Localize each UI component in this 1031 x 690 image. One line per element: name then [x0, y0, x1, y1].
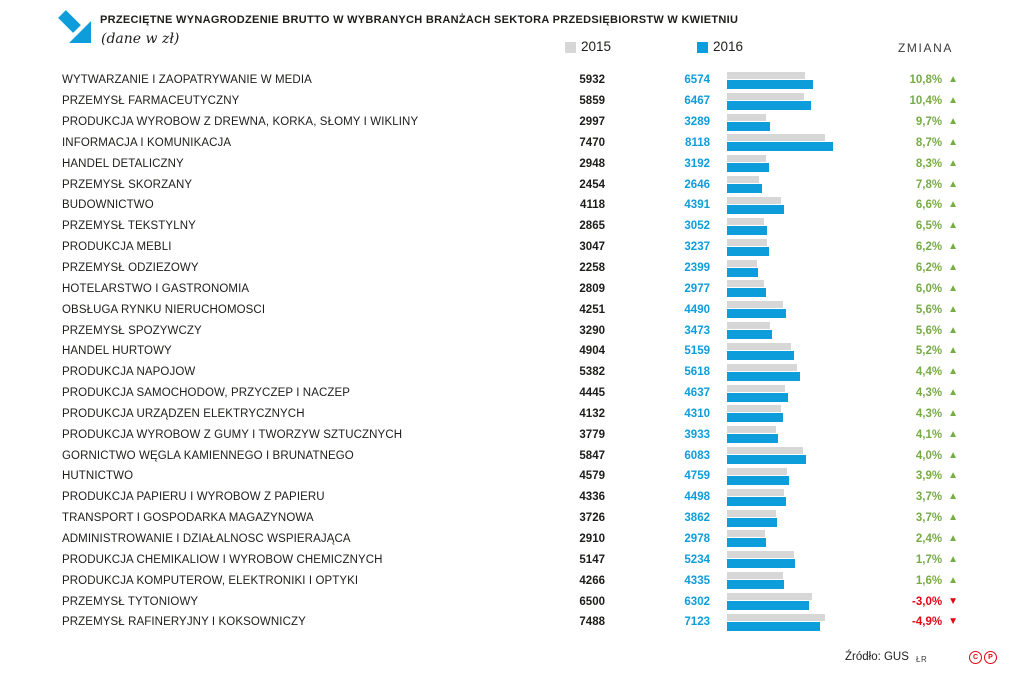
bar-group	[710, 322, 860, 339]
table-row	[0, 91, 1031, 112]
bar-group	[710, 301, 860, 318]
row-label: INFORMACJA I KOMUNIKACJA	[62, 136, 232, 149]
change-cell	[860, 554, 958, 566]
bar-2016	[727, 163, 769, 172]
bar-2016	[727, 601, 809, 610]
table-row	[0, 549, 1031, 570]
legend-label-2015: 2015	[581, 39, 612, 54]
change-arrow-icon: ▲	[948, 157, 958, 169]
bar-2016	[727, 497, 786, 506]
table-row	[0, 383, 1031, 404]
change-cell	[860, 366, 958, 378]
change-value: 6,2%	[915, 241, 943, 254]
bar-group	[710, 551, 860, 568]
bar-2015	[727, 343, 791, 350]
change-value: 1,7%	[915, 553, 943, 566]
value-2015: 2997	[579, 116, 605, 129]
table-row	[0, 612, 1031, 633]
value-2015: 3726	[579, 512, 605, 525]
value-2015: 7488	[579, 616, 605, 629]
table-row	[0, 133, 1031, 154]
value-2016: 4310	[684, 407, 710, 420]
change-arrow-icon: ▲	[948, 178, 958, 190]
change-cell	[860, 575, 958, 587]
bar-2015	[727, 322, 770, 329]
change-cell	[860, 283, 958, 295]
change-cell	[860, 116, 958, 128]
bar-2015	[727, 551, 794, 558]
bar-group	[710, 239, 860, 256]
change-value: 5,2%	[915, 345, 943, 358]
bar-2016	[727, 476, 789, 485]
value-2016: 6083	[684, 449, 710, 462]
change-value: 4,1%	[915, 428, 943, 441]
value-2016: 3862	[684, 512, 710, 525]
bar-group	[710, 114, 860, 131]
table-row	[0, 216, 1031, 237]
change-arrow-icon: ▲	[948, 95, 958, 107]
change-value: 8,7%	[915, 136, 943, 149]
bar-group	[710, 385, 860, 402]
bar-2016	[727, 226, 767, 235]
value-2015: 4904	[579, 345, 605, 358]
row-label: WYTWARZANIE I ZAOPATRYWANIE W MEDIA	[62, 74, 312, 87]
value-2016: 6574	[684, 74, 710, 87]
bar-group	[710, 218, 860, 235]
circled-p-icon: P	[984, 651, 997, 664]
change-cell	[860, 199, 958, 211]
row-label: PRZEMYSŁ SPOŻYWCZY	[62, 324, 202, 337]
bar-2015	[727, 93, 804, 100]
change-arrow-icon: ▲	[948, 199, 958, 211]
value-2015: 4266	[579, 574, 605, 587]
bar-2016	[727, 518, 777, 527]
table-row	[0, 278, 1031, 299]
value-2016: 7123	[684, 616, 710, 629]
table-row	[0, 112, 1031, 133]
change-value: 4,3%	[915, 407, 943, 420]
change-cell	[860, 470, 958, 482]
row-label: BUDOWNICTWO	[62, 199, 154, 212]
bar-group	[710, 593, 860, 610]
value-2016: 3192	[684, 157, 710, 170]
change-cell	[860, 345, 958, 357]
value-2016: 3237	[684, 241, 710, 254]
change-arrow-icon: ▲	[948, 303, 958, 315]
change-value: 6,6%	[915, 199, 943, 212]
author-initials: ŁR	[916, 655, 928, 664]
bar-2016	[727, 538, 766, 547]
value-2016: 5618	[684, 366, 710, 379]
value-2015: 3779	[579, 428, 605, 441]
table-row	[0, 591, 1031, 612]
change-cell	[860, 450, 958, 462]
bar-2016	[727, 268, 758, 277]
change-cell	[860, 325, 958, 337]
table-row	[0, 258, 1031, 279]
bar-2015	[727, 114, 766, 121]
bar-group	[710, 510, 860, 527]
change-value: 6,5%	[915, 220, 943, 233]
row-label: PRZEMYSŁ TYTONIOWY	[62, 595, 199, 608]
chart-title: PRZECIĘTNE WYNAGRODZENIE BRUTTO W WYBRANYCH BRANŻACH SEKTORA PRZEDSIĘBIORSTW W KWIETNIU	[100, 14, 739, 26]
bar-2015	[727, 364, 797, 371]
value-2016: 3052	[684, 220, 710, 233]
bar-2015	[727, 301, 783, 308]
change-arrow-icon: ▲	[948, 532, 958, 544]
value-2016: 5159	[684, 345, 710, 358]
value-2016: 3473	[684, 324, 710, 337]
change-cell	[860, 429, 958, 441]
change-arrow-icon: ▲	[948, 345, 958, 357]
bar-group	[710, 405, 860, 422]
table-row	[0, 424, 1031, 445]
change-cell	[860, 158, 958, 170]
bar-group	[710, 260, 860, 277]
bar-group	[710, 530, 860, 547]
change-value: -3,0%	[912, 595, 943, 608]
bar-2015	[727, 426, 776, 433]
legend-swatch-2016	[697, 42, 708, 53]
change-arrow-icon: ▲	[948, 491, 958, 503]
value-2015: 4336	[579, 491, 605, 504]
change-value: 4,4%	[915, 366, 943, 379]
row-label: PRZEMYSŁ RAFINERYJNY I KOKSOWNICZY	[62, 616, 306, 629]
bar-group	[710, 447, 860, 464]
change-value: 5,6%	[915, 324, 943, 337]
value-2016: 4490	[684, 303, 710, 316]
value-2016: 3933	[684, 428, 710, 441]
row-label: OBSŁUGA RYNKU NIERUCHOMOŚCI	[62, 303, 266, 316]
row-label: HANDEL HURTOWY	[62, 345, 172, 358]
change-value: 6,0%	[915, 282, 943, 295]
change-column-header: ZMIANA	[898, 41, 953, 55]
change-value: 8,3%	[915, 157, 943, 170]
table-row	[0, 70, 1031, 91]
row-label: PRZEMYSŁ FARMACEUTYCZNY	[62, 95, 240, 108]
change-arrow-icon: ▲	[948, 116, 958, 128]
change-cell	[860, 74, 958, 86]
change-value: 6,2%	[915, 262, 943, 275]
bar-2016	[727, 142, 833, 151]
bar-2016	[727, 622, 820, 631]
value-2015: 7470	[579, 136, 605, 149]
value-2016: 5234	[684, 553, 710, 566]
change-arrow-icon: ▲	[948, 74, 958, 86]
bar-group	[710, 426, 860, 443]
bar-2015	[727, 572, 783, 579]
value-2015: 4251	[579, 303, 605, 316]
change-cell	[860, 387, 958, 399]
change-value: 10,8%	[909, 74, 943, 87]
value-2015: 2865	[579, 220, 605, 233]
change-arrow-icon: ▲	[948, 282, 958, 294]
bar-group	[710, 614, 860, 631]
change-value: 9,7%	[915, 116, 943, 129]
change-arrow-icon: ▲	[948, 136, 958, 148]
value-2015: 4445	[579, 387, 605, 400]
change-arrow-icon: ▲	[948, 512, 958, 524]
change-arrow-icon: ▲	[948, 428, 958, 440]
bar-2016	[727, 247, 769, 256]
bar-2016	[727, 372, 800, 381]
change-cell	[860, 262, 958, 274]
table-row	[0, 404, 1031, 425]
value-2015: 3290	[579, 324, 605, 337]
bar-group	[710, 364, 860, 381]
change-cell	[860, 512, 958, 524]
value-2016: 2646	[684, 178, 710, 191]
bar-group	[710, 197, 860, 214]
value-2015: 2809	[579, 282, 605, 295]
change-value: 3,9%	[915, 470, 943, 483]
change-value: 3,7%	[915, 512, 943, 525]
value-2016: 4637	[684, 387, 710, 400]
table-row	[0, 570, 1031, 591]
change-arrow-icon: ▲	[948, 366, 958, 378]
value-2015: 4132	[579, 407, 605, 420]
change-value: 10,4%	[909, 95, 943, 108]
value-2015: 4118	[580, 199, 605, 212]
bar-2015	[727, 260, 757, 267]
bar-2016	[727, 122, 770, 131]
value-2015: 4579	[579, 470, 605, 483]
rows	[0, 70, 1031, 633]
row-label: PRODUKCJA SAMOCHODÓW, PRZYCZEP I NACZEP	[62, 387, 351, 400]
change-arrow-icon: ▼	[948, 595, 958, 607]
value-2016: 4759	[684, 470, 710, 483]
change-value: 1,6%	[915, 574, 943, 587]
change-cell	[860, 596, 958, 608]
value-2016: 2977	[684, 282, 710, 295]
value-2015: 5847	[579, 449, 605, 462]
change-arrow-icon: ▼	[948, 616, 958, 628]
change-arrow-icon: ▲	[948, 449, 958, 461]
bar-2015	[727, 489, 784, 496]
change-arrow-icon: ▲	[948, 324, 958, 336]
bar-2016	[727, 580, 784, 589]
value-2015: 5932	[579, 74, 605, 87]
table-row	[0, 508, 1031, 529]
bar-group	[710, 155, 860, 172]
bar-2015	[727, 280, 764, 287]
value-2015: 5382	[579, 366, 605, 379]
bar-2016	[727, 288, 766, 297]
change-arrow-icon: ▲	[948, 220, 958, 232]
bar-2016	[727, 351, 794, 360]
bar-group	[710, 468, 860, 485]
change-cell	[860, 241, 958, 253]
bar-group	[710, 176, 860, 193]
table-row	[0, 174, 1031, 195]
value-2015: 3047	[579, 241, 605, 254]
table-row	[0, 529, 1031, 550]
bar-2016	[727, 455, 806, 464]
value-2016: 4335	[684, 574, 710, 587]
value-2015: 2910	[579, 532, 605, 545]
bar-2015	[727, 405, 781, 412]
table-row	[0, 320, 1031, 341]
table-row	[0, 341, 1031, 362]
change-arrow-icon: ▲	[948, 553, 958, 565]
value-2016: 4498	[684, 491, 710, 504]
value-2015: 6500	[579, 595, 605, 608]
change-arrow-icon: ▲	[948, 241, 958, 253]
bar-2016	[727, 559, 795, 568]
bar-2015	[727, 385, 785, 392]
table-row	[0, 466, 1031, 487]
chart-subtitle: (dane w zł)	[101, 31, 180, 47]
legend-swatch-2015	[565, 42, 576, 53]
change-cell	[860, 179, 958, 191]
bar-group	[710, 134, 860, 151]
change-value: 4,3%	[915, 387, 943, 400]
bar-group	[710, 343, 860, 360]
bar-group	[710, 72, 860, 89]
table-row	[0, 445, 1031, 466]
value-2015: 5147	[579, 553, 605, 566]
change-cell	[860, 220, 958, 232]
change-cell	[860, 491, 958, 503]
value-2016: 4391	[684, 199, 710, 212]
table-row	[0, 237, 1031, 258]
table-row	[0, 487, 1031, 508]
row-label: PRODUKCJA CHEMIKALIÓW I WYROBÓW CHEMICZNYCH	[62, 553, 383, 566]
bar-2015	[727, 239, 767, 246]
value-2015: 5859	[579, 95, 605, 108]
value-2015: 2258	[579, 262, 605, 275]
change-value: 5,6%	[915, 303, 943, 316]
row-label: PRODUKCJA MEBLI	[62, 241, 172, 254]
change-cell	[860, 137, 958, 149]
bar-2015	[727, 218, 764, 225]
bar-2015	[727, 197, 781, 204]
bar-2016	[727, 205, 784, 214]
change-cell	[860, 408, 958, 420]
bar-2016	[727, 434, 778, 443]
bar-2015	[727, 593, 812, 600]
row-label: HUTNICTWO	[62, 470, 134, 483]
bar-2015	[727, 134, 825, 141]
row-label: PRZEMYSŁ ODZIEŻOWY	[62, 262, 199, 275]
change-value: 3,7%	[915, 491, 943, 504]
row-label: ADMINISTROWANIE I DZIAŁALNOŚĆ WSPIERAJĄCA	[62, 532, 351, 545]
change-arrow-icon: ▲	[948, 387, 958, 399]
row-label: PRODUKCJA NAPOJÓW	[62, 366, 196, 379]
table-row	[0, 362, 1031, 383]
value-2015: 2948	[579, 157, 605, 170]
bar-2015	[727, 468, 787, 475]
bar-2016	[727, 101, 811, 110]
change-arrow-icon: ▲	[948, 574, 958, 586]
value-2016: 2978	[684, 532, 710, 545]
bar-2016	[727, 309, 786, 318]
change-value: 2,4%	[915, 532, 943, 545]
bar-2015	[727, 72, 805, 79]
bar-group	[710, 280, 860, 297]
value-2015: 2454	[579, 178, 605, 191]
bar-2015	[727, 530, 765, 537]
bar-group	[710, 489, 860, 506]
row-label: PRODUKCJA KOMPUTERÓW, ELEKTRONIKI I OPTYKI	[62, 574, 359, 587]
value-2016: 6467	[684, 95, 710, 108]
value-2016: 8118	[685, 136, 710, 149]
table-row	[0, 299, 1031, 320]
bar-2015	[727, 176, 759, 183]
source-label: Źródło: GUS	[845, 651, 909, 663]
row-label: PRODUKCJA PAPIERU I WYROBÓW Z PAPIERU	[62, 491, 325, 504]
row-label: PRODUKCJA URZĄDZEŃ ELEKTRYCZNYCH	[62, 407, 305, 420]
change-value: 4,0%	[915, 449, 943, 462]
row-label: HANDEL DETALICZNY	[62, 157, 184, 170]
bar-group	[710, 93, 860, 110]
bar-2016	[727, 413, 783, 422]
change-cell	[860, 533, 958, 545]
change-value: -4,9%	[912, 616, 943, 629]
change-arrow-icon: ▲	[948, 470, 958, 482]
table-row	[0, 195, 1031, 216]
bar-2015	[727, 510, 776, 517]
copyright-marks	[969, 651, 997, 664]
bar-2016	[727, 393, 788, 402]
row-label: PRZEMYSŁ SKÓRZANY	[62, 178, 193, 191]
change-value: 7,8%	[915, 178, 943, 191]
row-label: PRODUKCJA WYROBÓW Z GUMY I TWORZYW SZTUCZNYCH	[62, 428, 403, 441]
down-right-arrow-icon	[56, 8, 94, 46]
circled-c-icon: C	[969, 651, 982, 664]
row-label: PRODUKCJA WYROBÓW Z DREWNA, KORKA, SŁOMY I WIKLINY	[62, 116, 419, 129]
change-cell	[860, 304, 958, 316]
legend-label-2016: 2016	[713, 39, 744, 54]
row-label: PRZEMYSŁ TEKSTYLNY	[62, 220, 196, 233]
bar-2016	[727, 330, 772, 339]
value-2016: 6302	[684, 595, 710, 608]
change-cell	[860, 616, 958, 628]
row-label: GÓRNICTWO WĘGLA KAMIENNEGO I BRUNATNEGO	[62, 449, 354, 462]
row-label: TRANSPORT I GOSPODARKA MAGAZYNOWA	[62, 512, 314, 525]
bar-2015	[727, 447, 803, 454]
bar-2016	[727, 80, 813, 89]
value-2016: 2399	[684, 262, 710, 275]
table-row	[0, 153, 1031, 174]
value-2016: 3289	[684, 116, 710, 129]
bar-2015	[727, 155, 766, 162]
change-arrow-icon: ▲	[948, 407, 958, 419]
change-arrow-icon: ▲	[948, 262, 958, 274]
change-cell	[860, 95, 958, 107]
row-label: HOTELARSTWO I GASTRONOMIA	[62, 282, 250, 295]
bar-2016	[727, 184, 762, 193]
bar-2015	[727, 614, 825, 621]
bar-group	[710, 572, 860, 589]
